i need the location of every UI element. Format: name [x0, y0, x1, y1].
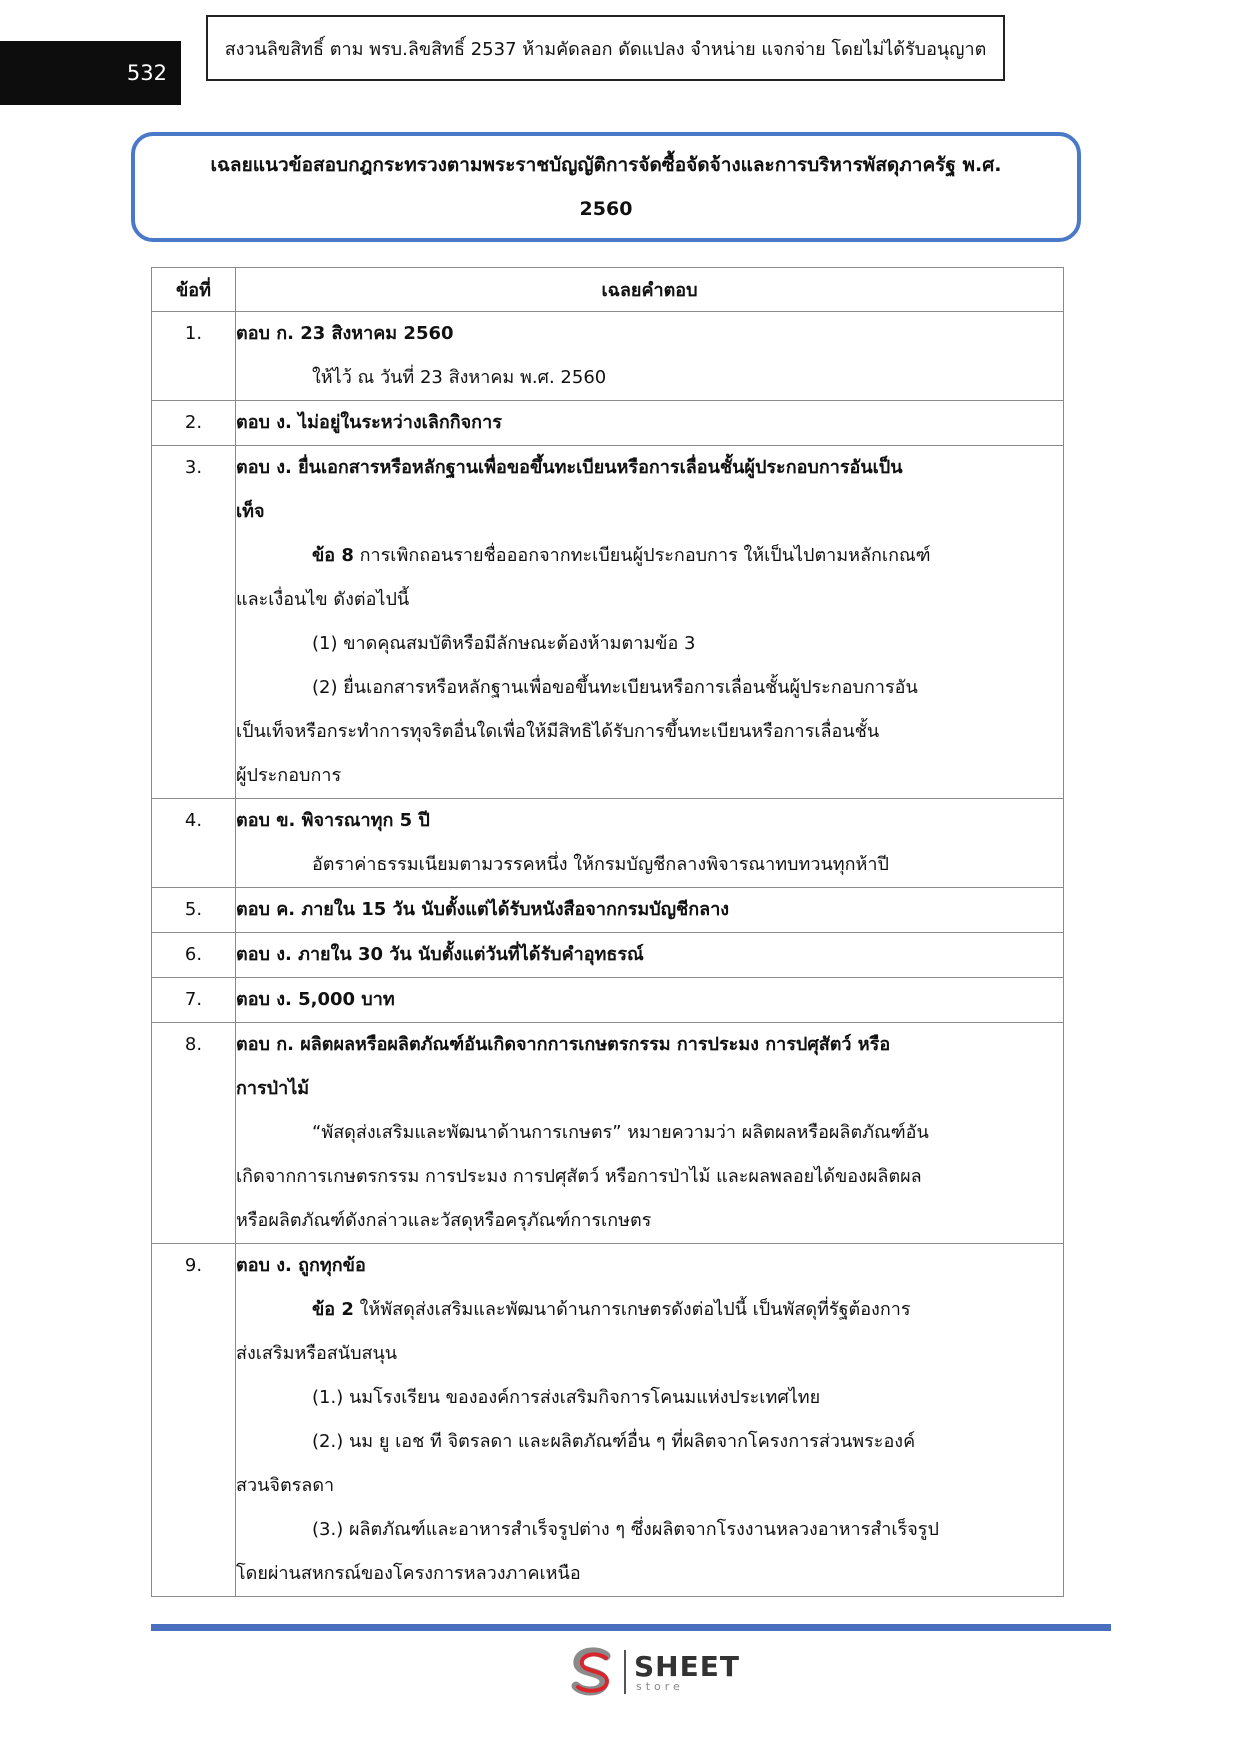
- clause-item: (3.) ผลิตภัณฑ์และอาหารสำเร็จรูปต่าง ๆ ซึ่งผลิตจากโรงงานหลวงอาหารสำเร็จรูป: [312, 1519, 939, 1540]
- answer-text: ตอบ ง. ถูกทุกข้อ: [236, 1255, 366, 1276]
- answer-text: ตอบ ง. ภายใน 30 วัน นับตั้งแต่วันที่ได้รับคำอุทธรณ์: [236, 944, 644, 965]
- page-number: 532: [0, 41, 181, 105]
- sheet-store-logo: [566, 1644, 740, 1700]
- definition-text: “พัสดุส่งเสริมและพัฒนาด้านการเกษตร” หมายความว่า ผลิตผลหรือผลิตภัณฑ์อัน: [312, 1122, 929, 1143]
- answer-table: [151, 267, 1064, 1597]
- answer-text: การป่าไม้: [236, 1078, 310, 1099]
- logo-divider: [624, 1650, 626, 1694]
- logo-text: [634, 1649, 740, 1693]
- clause-text: [236, 1288, 1063, 1332]
- clause-item: (2.) นม ยู เอช ที จิตรลดา และผลิตภัณฑ์อื่น ๆ ที่ผลิตจากโครงการส่วนพระองค์: [312, 1431, 916, 1452]
- table-row: [152, 888, 1064, 933]
- clause-label: ข้อ 2: [312, 1299, 354, 1320]
- explanation-text: อัตราค่าธรรมเนียมตามวรรคหนึ่ง ให้กรมบัญชีกลางพิจารณาทบทวนทุกห้าปี: [312, 854, 889, 875]
- page-title: [131, 132, 1081, 242]
- clause-item: โดยผ่านสหกรณ์ของโครงการหลวงภาคเหนือ: [236, 1563, 581, 1584]
- row-number: 8.: [152, 1023, 236, 1244]
- answer-text: ตอบ ง. 5,000 บาท: [236, 989, 395, 1010]
- row-answer: [236, 312, 1064, 401]
- clause-body: การเพิกถอนรายชื่อออกจากทะเบียนผู้ประกอบการ ให้เป็นไปตามหลักเกณฑ์: [353, 545, 931, 566]
- row-answer: [236, 446, 1064, 799]
- logo-subtext: store: [636, 1679, 684, 1693]
- logo-name: SHEET: [634, 1649, 740, 1683]
- column-header-no: ข้อที่: [152, 268, 236, 312]
- row-answer: [236, 978, 1064, 1023]
- clause-item: (1) ขาดคุณสมบัติหรือมีลักษณะต้องห้ามตามข้อ 3: [312, 633, 696, 654]
- title-line-2: 2560: [579, 198, 633, 220]
- table-row: [152, 446, 1064, 799]
- clause-body: ให้พัสดุส่งเสริมและพัฒนาด้านการเกษตรดังต่อไปนี้ เป็นพัสดุที่รัฐต้องการ: [353, 1299, 911, 1320]
- column-header-answer: เฉลยคำตอบ: [236, 268, 1064, 312]
- row-answer: [236, 933, 1064, 978]
- answer-text: ตอบ ข. พิจารณาทุก 5 ปี: [236, 810, 430, 831]
- answer-text: ตอบ ง. ยื่นเอกสารหรือหลักฐานเพื่อขอขึ้นทะเบียนหรือการเลื่อนชั้นผู้ประกอบการอันเป็น: [236, 457, 903, 478]
- logo-s-icon: [566, 1646, 618, 1698]
- table-header-row: [152, 268, 1064, 312]
- row-number: 3.: [152, 446, 236, 799]
- answer-text: เท็จ: [236, 501, 265, 522]
- table-row: [152, 799, 1064, 888]
- table-row: [152, 933, 1064, 978]
- clause-item: (1.) นมโรงเรียน ขององค์การส่งเสริมกิจการโคนมแห่งประเทศไทย: [312, 1387, 821, 1408]
- answer-text: ตอบ ง. ไม่อยู่ในระหว่างเลิกกิจการ: [236, 412, 502, 433]
- row-answer: [236, 888, 1064, 933]
- table-row: [152, 401, 1064, 446]
- clause-item: เป็นเท็จหรือกระทำการทุจริตอื่นใดเพื่อให้มีสิทธิได้รับการขึ้นทะเบียนหรือการเลื่อนชั้น: [236, 721, 880, 742]
- row-number: 4.: [152, 799, 236, 888]
- explanation-text: ให้ไว้ ณ วันที่ 23 สิงหาคม พ.ศ. 2560: [312, 367, 607, 388]
- answer-text: ตอบ ค. ภายใน 15 วัน นับตั้งแต่ได้รับหนังสือจากกรมบัญชีกลาง: [236, 899, 730, 920]
- row-number: 1.: [152, 312, 236, 401]
- clause-item: สวนจิตรลดา: [236, 1475, 335, 1496]
- clause-label: ข้อ 8: [312, 545, 354, 566]
- definition-text: เกิดจากการเกษตรกรรม การประมง การปศุสัตว์ หรือการป่าไม้ และผลพลอยได้ของผลิตผล: [236, 1166, 922, 1187]
- table-row: [152, 1023, 1064, 1244]
- row-number: 7.: [152, 978, 236, 1023]
- title-line-1: เฉลยแนวข้อสอบกฎกระทรวงตามพระราชบัญญัติการจัดซื้อจัดจ้างและการบริหารพัสดุภาครัฐ พ.ศ.: [210, 154, 1002, 176]
- row-answer: [236, 799, 1064, 888]
- answer-text: ตอบ ก. ผลิตผลหรือผลิตภัณฑ์อันเกิดจากการเกษตรกรรม การประมง การปศุสัตว์ หรือ: [236, 1034, 891, 1055]
- row-number: 9.: [152, 1244, 236, 1597]
- row-number: 2.: [152, 401, 236, 446]
- clause-item: (2) ยื่นเอกสารหรือหลักฐานเพื่อขอขึ้นทะเบียนหรือการเลื่อนชั้นผู้ประกอบการอัน: [312, 677, 918, 698]
- row-number: 5.: [152, 888, 236, 933]
- row-answer: [236, 401, 1064, 446]
- table-row: [152, 1244, 1064, 1597]
- row-answer: [236, 1244, 1064, 1597]
- clause-item: ผู้ประกอบการ: [236, 765, 342, 786]
- table-row: [152, 978, 1064, 1023]
- clause-text: [236, 534, 1063, 578]
- row-answer: [236, 1023, 1064, 1244]
- row-number: 6.: [152, 933, 236, 978]
- clause-text: และเงื่อนไข ดังต่อไปนี้: [236, 589, 410, 610]
- copyright-notice: สงวนลิขสิทธิ์ ตาม พรบ.ลิขสิทธิ์ 2537 ห้ามคัดลอก ดัดแปลง จำหน่าย แจกจ่าย โดยไม่ได้รับอนุญาต: [206, 15, 1005, 81]
- clause-text: ส่งเสริมหรือสนับสนุน: [236, 1343, 398, 1364]
- answer-text: ตอบ ก. 23 สิงหาคม 2560: [236, 323, 454, 344]
- table-row: [152, 312, 1064, 401]
- definition-text: หรือผลิตภัณฑ์ดังกล่าวและวัสดุหรือครุภัณฑ์การเกษตร: [236, 1210, 652, 1231]
- footer-divider: [151, 1624, 1111, 1631]
